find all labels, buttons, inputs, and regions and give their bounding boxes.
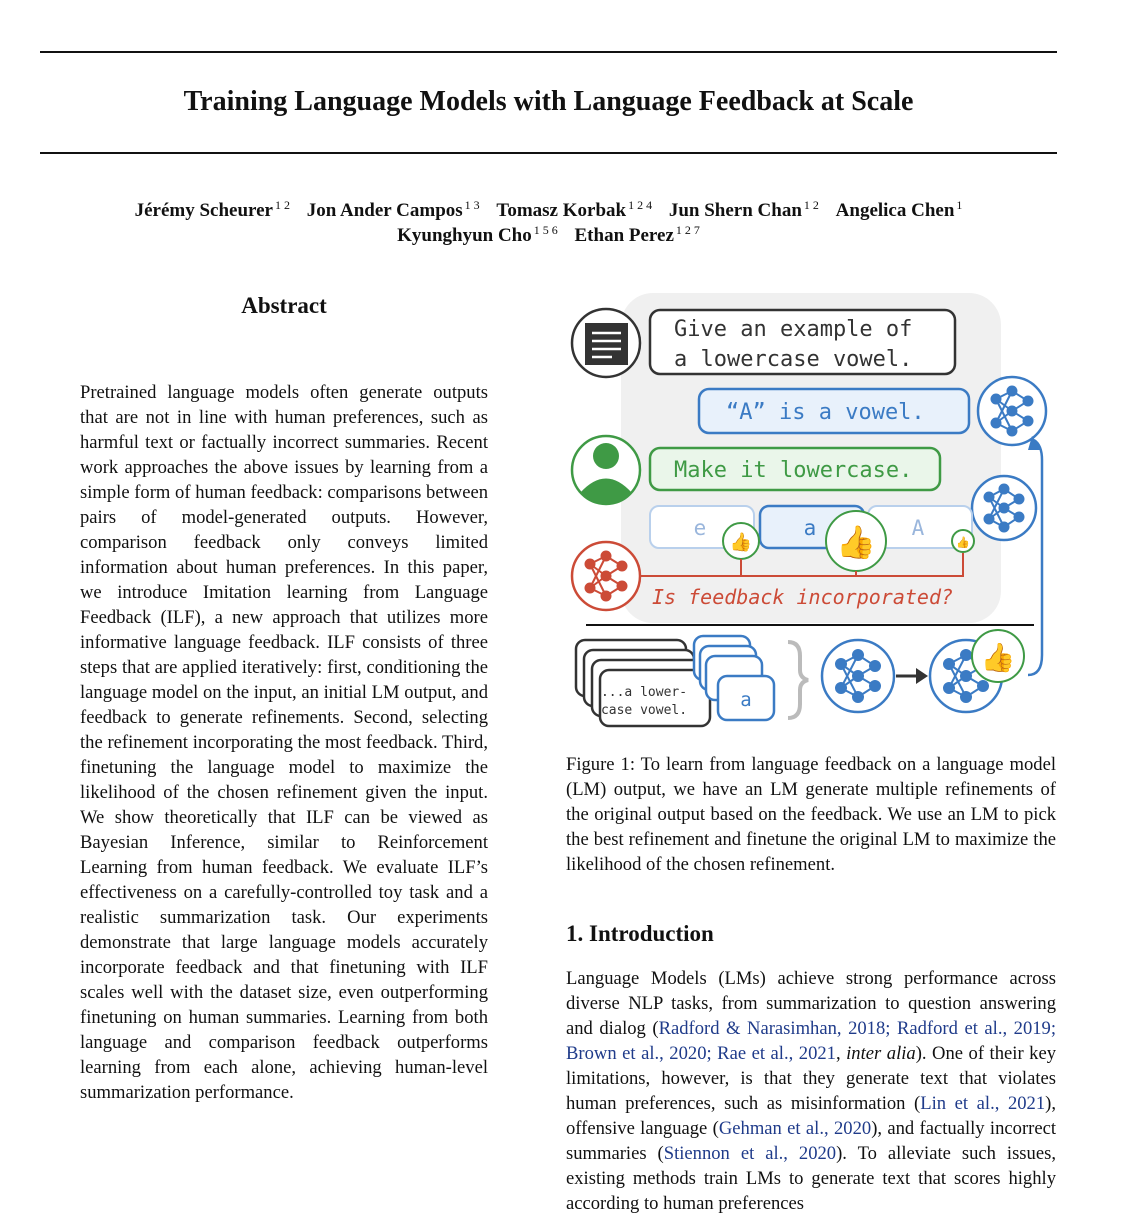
brace [788, 642, 808, 718]
citation-link[interactable]: Lin et al., 2021 [920, 1093, 1046, 1114]
neural-network-icon [978, 377, 1046, 445]
figure-1 [566, 290, 1056, 730]
abstract-heading: Abstract [241, 293, 327, 318]
prompt-line-2: a lowercase vowel. [674, 347, 913, 372]
citation-link[interactable]: Gehman et al., 2020 [718, 1118, 872, 1139]
intro-paragraph: Language Models (LMs) achieve strong performance across diverse NLP tasks, from summarization to question answering and dialog (Radford & Narasimhan, 2018; Radford et al., 2019; Brown et al., 2020; Rae et al., 2021, inter alia). One of their key limitations, however, is that they generate text that violates human preferences, such as misinformation (Lin et al., 2021), offensive language (Gehman et al., 2020), and factually incorrect summaries (Stiennon et al., 2020). To alleviate such issues, existing methods train LMs to generate text that scores highly according to human preferences [566, 968, 1057, 1214]
author: Kyunghyun Cho $^{1 5 6}$ [397, 223, 558, 247]
refinement-text: a [803, 516, 817, 540]
prompt-line-1: Give an example of [674, 317, 913, 342]
svg-text:👍: 👍 [729, 532, 753, 552]
abstract-text: Pretrained language models often generate outputs that are not in line with human preferences, such as harmful text or factually incorrect summaries. Recent work approaches the above issues by learning from a simple form of human feedback: comparisons between pairs of model-generated outputs. However, comparison feedback only conveys limited information about human preferences. In this paper, we introduce Imitation learning from Language Feedback (ILF), a new approach that utilizes more informative language feedback. ILF consists of three steps that are applied iteratively: first, conditioning the language model on the input, an initial LM output, and feedback to generate refinements. Second, selecting the refinement incorporating the most feedback. Third, finetuning the language model to maximize the likelihood of the chosen refinement given the input. We show theoretically that ILF can be viewed as Bayesian Inference, similar to Reinforcement Learning from human feedback. We evaluate ILF’s effectiveness on a carefully-controlled toy task and a realistic summarization task. Our experiments demonstrate that large language models accurately incorporate feedback and that finetuning with ILF scales well with the dataset size, even outperforming finetuning on human summaries. Learning from both language and comparison feedback outperforms learning from each alone, achieving human-level summarization performance. [80, 382, 488, 1103]
author: Jun Shern Chan $^{1 2}$ [668, 198, 819, 222]
author: Jon Ander Campos $^{1 3}$ [306, 198, 480, 222]
author: Jérémy Scheurer $^{1 2}$ [134, 198, 290, 222]
author: Ethan Perez $^{1 2 7}$ [574, 223, 700, 247]
training-text-line-2: case vowel. [600, 703, 688, 718]
thumbs-up-icon [826, 511, 886, 571]
scorer-question: Is feedback incorporated? [652, 585, 954, 609]
feedback-text: Make it lowercase. [674, 458, 913, 483]
training-text-line-1: ...a lower- [600, 685, 688, 700]
neural-network-icon [572, 542, 640, 610]
training-answer: a [740, 689, 752, 711]
bottom-rule [40, 152, 1057, 154]
citation-link[interactable]: Stiennon et al., 2020 [663, 1143, 837, 1164]
figure-diagram [566, 290, 1056, 730]
thumbs-up-icon [723, 523, 759, 559]
figure-caption: Figure 1: To learn from language feedback on a language model (LM) output, we have an LM generate multiple refinements of the original output based on the feedback. We use an LM to pick the best refinement and finetune the original LM to maximize the likelihood of the chosen refinement. [566, 754, 1056, 875]
feedback-loop-arrow [1028, 440, 1042, 675]
svg-text:👍: 👍 [956, 537, 970, 549]
svg-text:👍: 👍 [980, 643, 1016, 674]
author-list [40, 198, 1057, 222]
author: Angelica Chen $^1$ [835, 198, 963, 222]
neural-network-icon [972, 476, 1036, 540]
author: Tomasz Korbak $^{1 2 4}$ [496, 198, 653, 222]
neural-network-icon [822, 640, 894, 712]
person-icon [572, 436, 640, 504]
lm-output-text: “A” is a vowel. [726, 400, 925, 425]
document-icon [572, 309, 640, 377]
thumbs-up-icon [972, 630, 1024, 682]
top-rule [40, 51, 1057, 53]
refinement-text: A [911, 516, 925, 540]
paper-title: Training Language Models with Language Feedback at Scale [183, 86, 914, 117]
thumbs-up-icon [952, 530, 974, 552]
refinement-text: e [693, 516, 707, 540]
author-list-continued [40, 223, 1057, 247]
section-heading: 1. Introduction [566, 921, 714, 946]
citation-link[interactable]: Radford & Narasimhan, 2018; Radford et al., 2019; Brown et al., 2020; Rae et al., 2021 [566, 1018, 1057, 1064]
svg-text:👍: 👍 [836, 524, 876, 560]
